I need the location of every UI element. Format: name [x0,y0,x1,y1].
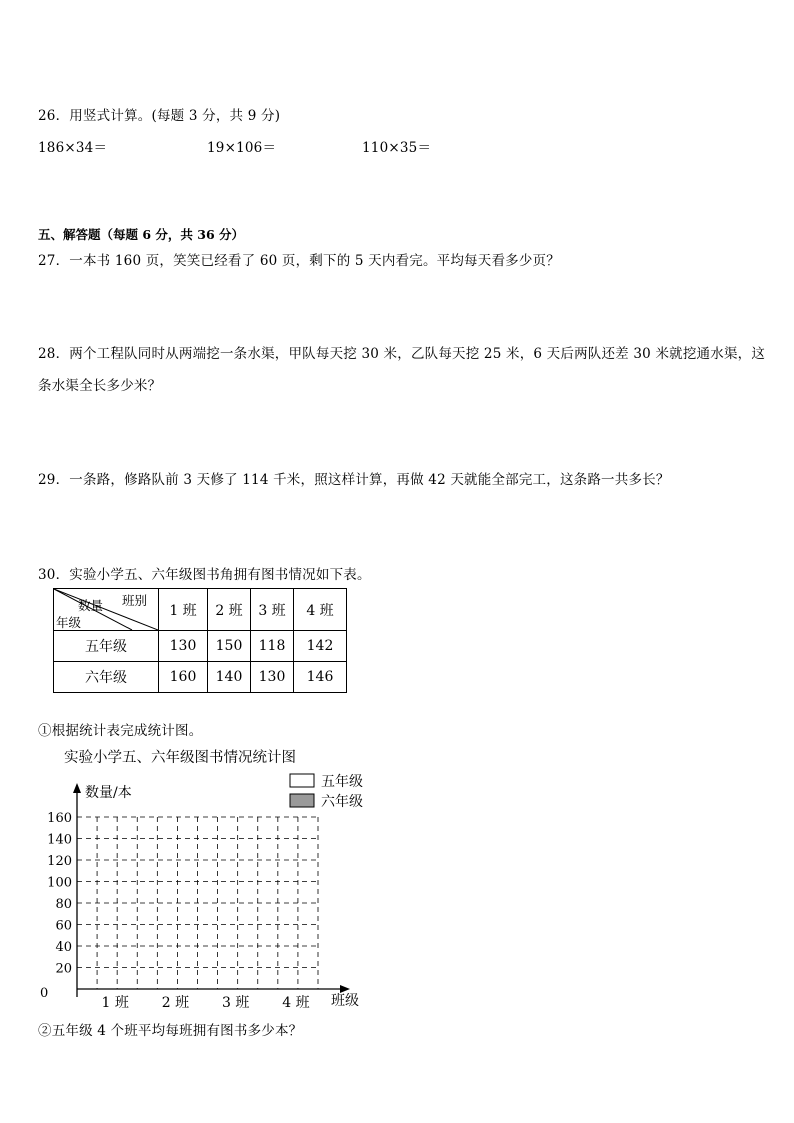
section-5-title: 五、解答题（每题 6 分，共 36 分） [38,227,245,242]
q29-text: 29．一条路，修路队前 3 天修了 114 千米，照这样计算，再做 42 天就能全部完工，这条路一共多长？ [38,472,670,488]
y-tick-label: 0 [40,986,49,1001]
y-axis-label: 数量/本 [85,785,132,801]
x-axis-label: 班级 [331,993,359,1009]
chart-x-categories [101,995,309,1011]
x-category-label: 3 班 [221,995,250,1011]
y-tick-label: 100 [47,875,72,891]
q26-item-3: 110×35＝ [362,140,432,156]
q26-item-1: 186×34＝ [38,140,108,156]
y-tick-label: 120 [47,854,72,869]
y-tick-label: 80 [55,897,72,912]
q30-intro: 30．实验小学五、六年级图书角拥有图书情况如下表。 [38,567,371,583]
table-cell: 160 [159,662,208,693]
x-category-label: 2 班 [161,995,190,1011]
table-cell: 130 [251,662,294,693]
y-tick-label: 140 [47,832,72,848]
y-tick-label: 160 [47,811,72,826]
corner-label-quantity: 数量 [78,598,104,613]
table-col-header: 4 班 [294,589,347,631]
q30-sub2: ②五年级 4 个班平均每班拥有图书多少本？ [38,1023,303,1039]
table-corner-cell [54,589,159,631]
table-cell: 142 [294,631,347,662]
q27-text: 27．一本书 160 页，笑笑已经看了 60 页，剩下的 5 天内看完。平均每天看多少页？ [38,253,560,269]
bar-chart [40,765,380,1015]
table-row-label: 六年级 [54,662,159,693]
table-cell: 146 [294,662,347,693]
table-col-header: 3 班 [251,589,294,631]
chart-title: 实验小学五、六年级图书情况统计图 [64,750,296,766]
q30-sub1: ①根据统计表完成统计图。 [38,723,203,739]
q26-item-2: 19×106＝ [207,140,277,156]
legend-label-grade6: 六年级 [321,794,363,810]
table-col-header: 2 班 [208,589,251,631]
y-axis-arrow [73,783,81,793]
q28-line-2: 条水渠全长多少米？ [38,378,162,394]
table-cell: 130 [159,631,208,662]
legend-swatch-grade5 [290,774,314,787]
legend-label-grade5: 五年级 [321,774,363,790]
chart-y-ticks [40,811,72,1001]
y-tick-label: 40 [55,940,72,955]
table-row [54,631,347,662]
table-row [54,662,347,693]
q26-title: 26．用竖式计算。(每题 3 分，共 9 分) [38,108,281,124]
x-category-label: 1 班 [101,995,129,1011]
table-header-row [54,589,347,631]
table-row-label: 五年级 [54,631,159,662]
table-cell: 140 [208,662,251,693]
table-cell: 118 [251,631,294,662]
books-table [53,588,347,693]
table-col-header: 1 班 [159,589,208,631]
y-tick-label: 20 [55,961,72,977]
x-axis-arrow [340,985,350,993]
corner-label-class: 班别 [122,593,148,608]
chart-grid [77,817,318,989]
corner-label-grade: 年级 [56,615,82,630]
x-category-label: 4 班 [282,995,310,1011]
y-tick-label: 60 [55,918,72,934]
legend-swatch-grade6 [290,794,314,807]
table-cell: 150 [208,631,251,662]
q28-line-1: 28．两个工程队同时从两端挖一条水渠，甲队每天挖 30 米，乙队每天挖 25 米，6 天后两队还差 30 米就挖通水渠，这 [38,346,766,362]
